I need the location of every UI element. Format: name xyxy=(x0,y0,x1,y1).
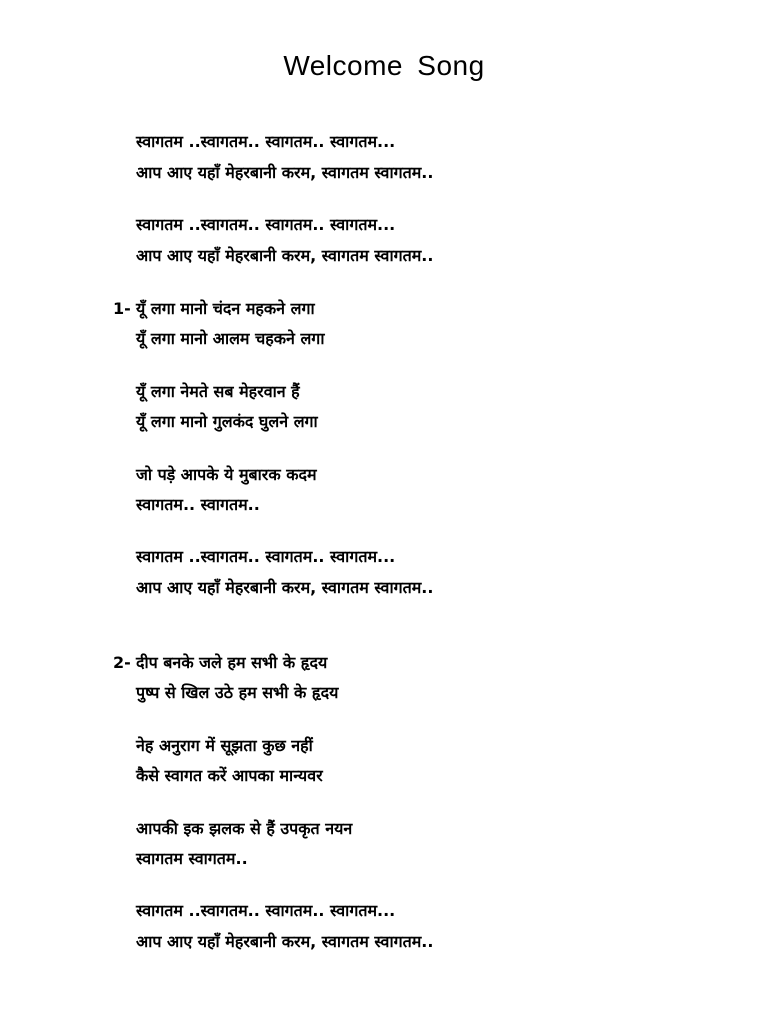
verse-line: दीप बनके जले हम सभी के हृदय xyxy=(136,653,328,672)
chorus-line-2: आप आए यहाँ मेहरबानी करम, स्वागतम स्वागतम.. xyxy=(136,932,434,951)
verse-number: 2- xyxy=(113,653,131,672)
chorus-line-2: आप आए यहाँ मेहरबानी करम, स्वागतम स्वागतम.. xyxy=(136,246,434,265)
chorus-line-1: स्वागतम ..स्वागतम.. स्वागतम.. स्वागतम... xyxy=(136,215,396,234)
chorus-line-1: स्वागतम ..स्वागतम.. स्वागतम.. स्वागतम... xyxy=(136,901,396,920)
verse-line: आपकी इक झलक से हैं उपकृत नयन xyxy=(136,819,353,838)
verse-line: स्वागतम.. स्वागतम.. xyxy=(136,495,260,514)
verse-line: कैसे स्वागत करें आपका मान्यवर xyxy=(136,766,323,785)
verse-line: स्वागतम स्वागतम.. xyxy=(136,849,248,868)
page-title: Welcome Song xyxy=(283,50,485,81)
verse-line: नेह अनुराग में सूझता कुछ नहीं xyxy=(136,736,313,755)
chorus-line-1: स्वागतम ..स्वागतम.. स्वागतम.. स्वागतम... xyxy=(136,547,396,566)
chorus-line-2: आप आए यहाँ मेहरबानी करम, स्वागतम स्वागतम.. xyxy=(136,163,434,182)
verse-line: यूँ लगा मानो गुलकंद घुलने लगा xyxy=(136,412,318,431)
verse-number: 1- xyxy=(113,299,131,318)
verse-line: पुष्प से खिल उठे हम सभी के हृदय xyxy=(136,683,339,702)
verse-line: जो पड़े आपके ये मुबारक कदम xyxy=(136,465,317,484)
chorus-line-1: स्वागतम ..स्वागतम.. स्वागतम.. स्वागतम... xyxy=(136,132,396,151)
verse-line: यूँ लगा मानो आलम चहकने लगा xyxy=(136,329,325,348)
verse-line: यूँ लगा मानो चंदन महकने लगा xyxy=(136,299,315,318)
chorus-line-2: आप आए यहाँ मेहरबानी करम, स्वागतम स्वागतम.. xyxy=(136,578,434,597)
verse-line: यूँ लगा नेमते सब मेहरवान हैं xyxy=(136,382,300,401)
